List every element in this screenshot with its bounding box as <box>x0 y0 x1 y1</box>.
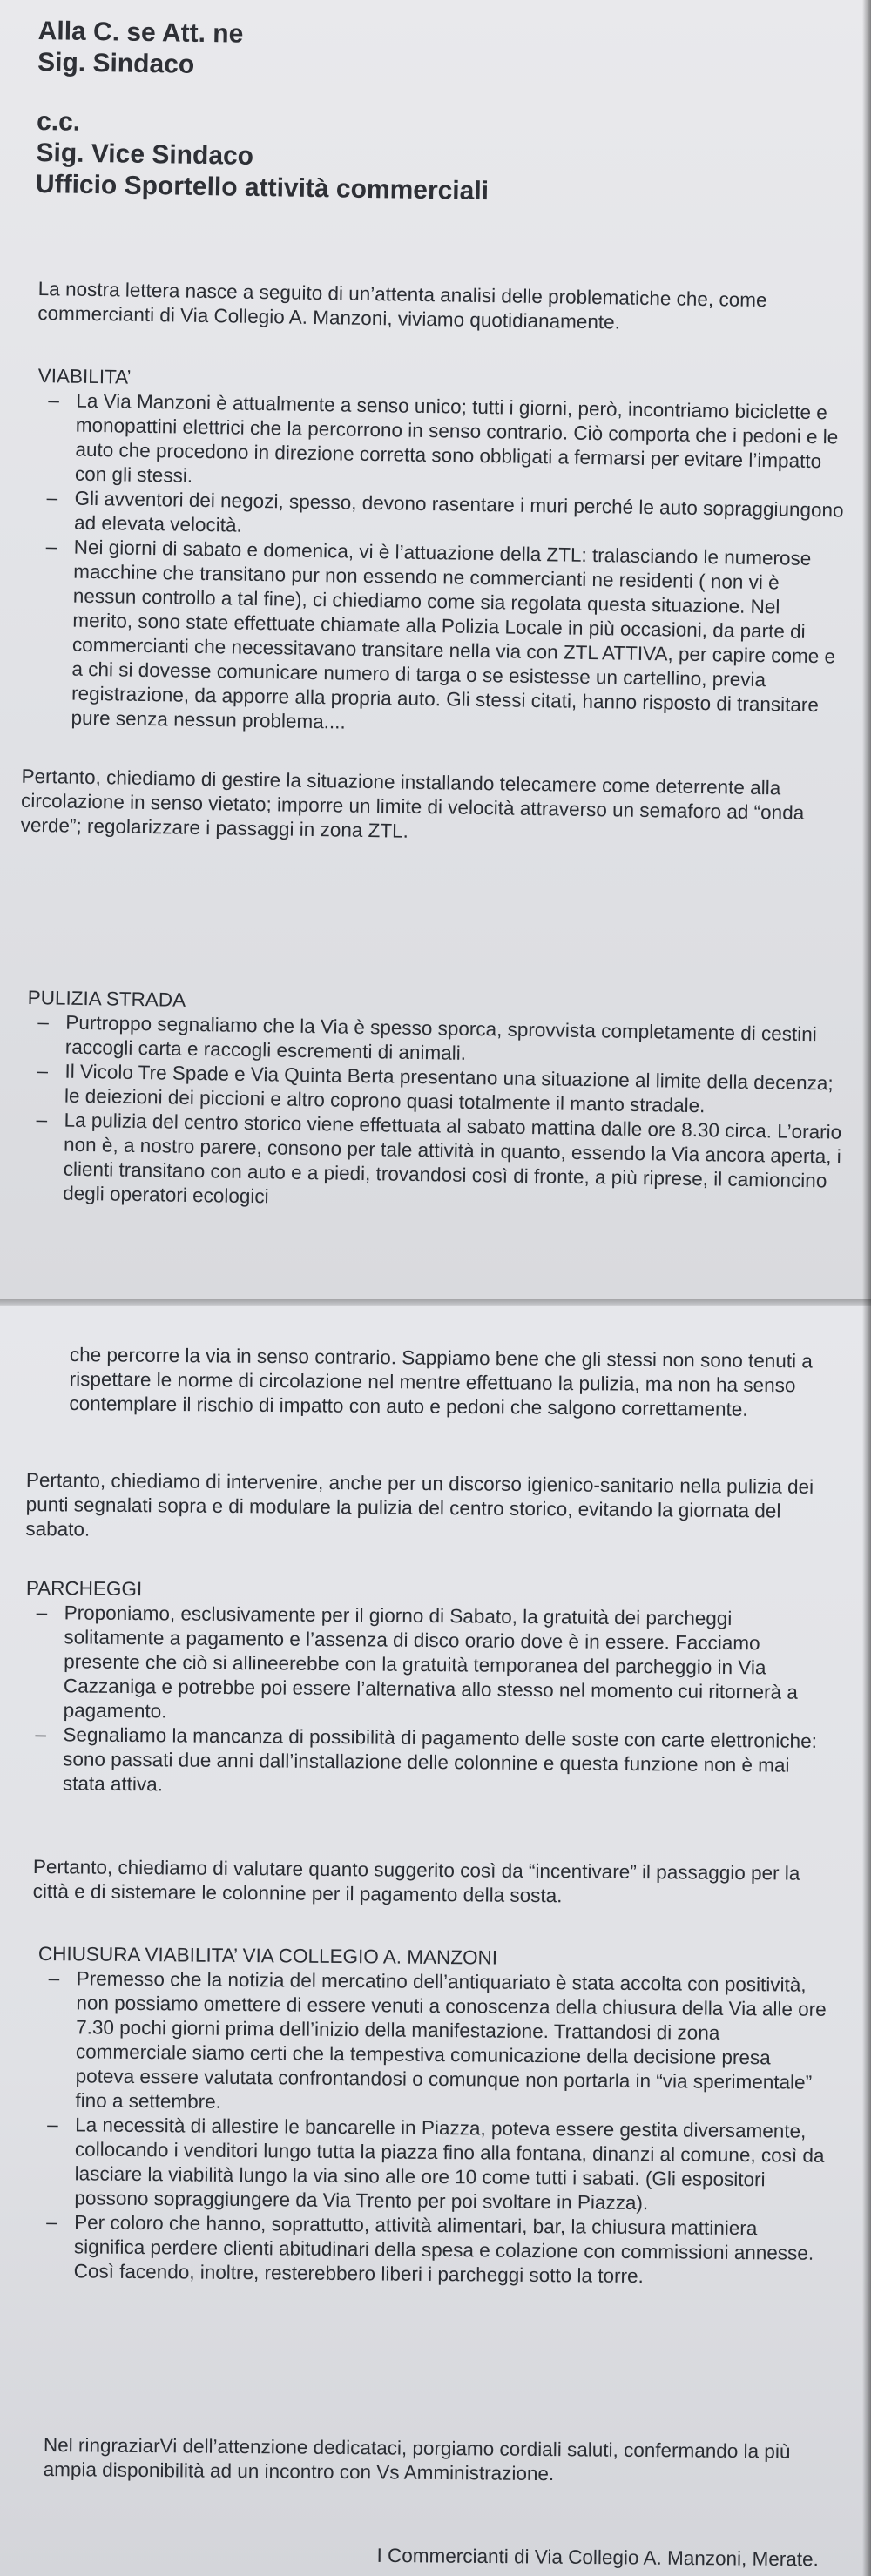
chiusura-list <box>36 1966 831 2290</box>
intro-block <box>37 277 831 338</box>
closing-block <box>44 2433 836 2489</box>
list-item: – Segnaliamo la mancanza di possibilità di pagamento delle soste con carte elettroniche: sono passati due anni dall’installazione delle colonnine e questa funzione non è mai stata attiva. <box>24 1723 835 1803</box>
pulizia-request: Pertanto, chiediamo di intervenire, anche per un discorso igienico-sanitario nella pulizia dei punti segnalati sopra e di modulare la pulizia del centro storico, evitando la giornata del sabato. <box>25 1469 814 1541</box>
viabilita-list <box>32 388 847 743</box>
cc-line-2: Ufficio Sportello attività commerciali <box>35 169 490 206</box>
section-viabilita <box>20 364 847 851</box>
pulizia-continuation: che percorre la via in senso contrario. Sappiamo bene che gli stessi non sono tenuti a rispettare le norme di circolazione nel mentre effettuano la pulizia, ma non ha senso contemplare il rischio di impatto con auto e pedoni che salgono correttamente. <box>69 1344 813 1420</box>
list-item: – Nei giorni di sabato e domenica, vi è l’attuazione della ZTL: tralasciando le numerose macchine che transitano pur non essendo ne commercianti ne residenti ( non vi è nessun controllo a tal fine), ci chiediamo come sia regolata questa situazione. Nel merito, sono state effettuate chiamate alla Polizia Locale in più occasioni, da parte di commercianti che necessitavano transitare nella via con ZTL ATTIVA, per capire come e a chi si dovesse comunicare numero di targa o se esistesse un cartellino, previa registrazione, da apporre alla propria auto. Gli stessi citati, hanno risposto di transitare pure senza nessun problema.... <box>32 535 845 743</box>
list-item: – Premesso che la notizia del mercatino dell’antiquariato è stata accolta con positività, non possiamo omettere di essere venuti a conoscenza della chiusura della Via alle ore 7.30 pochi giorni prima dell’inizio della manifestazione. Trattandosi di zona commerciale siamo certi che la tempestiva comunicazione della decisione presa poteva essere valutata confrontandosi o comunque non portarla in “via sperimentale” fino a settembre. <box>37 1966 830 2120</box>
pulizia-continuation-block <box>69 1343 836 1423</box>
parcheggi-request-block <box>33 1855 834 1911</box>
list-item: – La necessità di allestire le bancarelle in Piazza, poteva essere gestita diversamente, collocando i venditori lungo tutta la piazza fino alla fontana, dinanzi al comune, così da lasciare la viabilità lungo la via sino alle ore 10 come tutti i sabati. (Gli espositori possono sopraggiungere da Via Trento per poi svoltare in Piazza). <box>36 2113 829 2217</box>
list-item: – La Via Manzoni è attualmente a senso unico; tutti i giorni, però, incontriamo biciclette e monopattini elettrici che la percorrono in senso contrario. Ciò comporta che i pedoni e le auto che procedono in direzione corretta sono obbligati a fermarsi per evitare l’impatto con gli stessi. <box>37 388 848 499</box>
section-title-viabilita: VIABILITA’ <box>37 364 132 388</box>
signature: I Commercianti di Via Collegio A. Manzoni, Merate. <box>376 2544 819 2571</box>
viabilita-request: Pertanto, chiediamo di gestire la situazione installando telecamere come deterrente alla circolazione in senso vietato; imporre un limite di velocità attraverso un semaforo ad “onda verde”; regolarizzare i passaggi in zona ZTL. <box>20 765 805 842</box>
parcheggi-list <box>24 1601 836 1803</box>
cc-label: c.c. <box>36 106 81 137</box>
closing-paragraph: Nel ringraziarVi dell’attenzione dedicataci, porgiamo cordiali saluti, confermando la più ampia disponibilità ad un incontro con Vs Amministrazione. <box>43 2434 791 2485</box>
list-item: – Per coloro che hanno, soprattutto, attività alimentari, bar, la chiusura mattiniera significa perdere clienti abitudinari della spesa e colazione con commissioni annesse. Così facendo, inoltre, resterebbero liberi i parcheggi sotto la torre. <box>36 2210 829 2290</box>
cc-line-1: Sig. Vice Sindaco <box>36 138 254 171</box>
list-item: – Proponiamo, esclusivamente per il giorno di Sabato, la gratuità dei parcheggi solitamente a pagamento e l’assenza di disco orario dove è in essere. Facciamo presente che ciò si allineerebbe con la gratuità temporanea del parcheggio in Via Cazzaniga e potrebbe poi essere l’alternativa allo stesso nel momento cui ritornerà a pagamento. <box>25 1601 836 1730</box>
section-pulizia <box>24 986 847 1218</box>
pulizia-list <box>24 1010 846 1218</box>
section-title-chiusura: CHIUSURA VIABILITA’ VIA COLLEGIO A. MANZONI <box>37 1943 498 1969</box>
list-item: – Il Vicolo Tre Spade e Via Quinta Berta presentano una situazione al limite della decenza; le deiezioni dei piccioni e altro coprono quasi totalmente il manto stradale. <box>26 1059 846 1121</box>
recipient-line-2: Sig. Sindaco <box>37 47 195 79</box>
section-title-pulizia: PULIZIA STRADA <box>27 986 186 1011</box>
letter-page-2 <box>0 1306 871 2576</box>
list-item: – Purtroppo segnaliamo che la Via è spesso sporca, sprovvista completamente di cestini raccogli carta e raccogli escrementi di animali. <box>27 1010 847 1072</box>
list-item: – La pulizia del centro storico viene effettuata al sabato mattina dalle ore 8.30 circa. L’orario non è, a nostro parere, consono per tale attività in quanto, essendo la Via ancora aperta, i clienti transitano con auto e a piedi, trovandosi così di fronte, a più riprese, il camioncino degli operatori ecologici <box>24 1108 845 1218</box>
section-title-parcheggi: PARCHEGGI <box>25 1577 143 1601</box>
signature-block <box>287 2543 819 2572</box>
header-block <box>36 16 857 213</box>
section-parcheggi <box>24 1576 836 1803</box>
list-item: – Gli avventori dei negozi, spesso, devono rasentare i muri perché le auto sopraggiungono ad elevata velocità. <box>36 486 847 548</box>
intro-paragraph: La nostra lettera nasce a seguito di un’attenta analisi delle problematiche che, come commercianti di Via Collegio A. Manzoni, viviamo quotidianamente. <box>37 277 767 334</box>
parcheggi-request: Pertanto, chiediamo di valutare quanto suggerito così da “incentivare” il passaggio per la città e di sistemare le colonnine per il pagamento della sosta. <box>32 1856 800 1907</box>
pulizia-request-block <box>25 1468 836 1548</box>
recipient-line-1: Alla C. se Att. ne <box>37 16 244 49</box>
section-chiusura <box>36 1942 831 2290</box>
